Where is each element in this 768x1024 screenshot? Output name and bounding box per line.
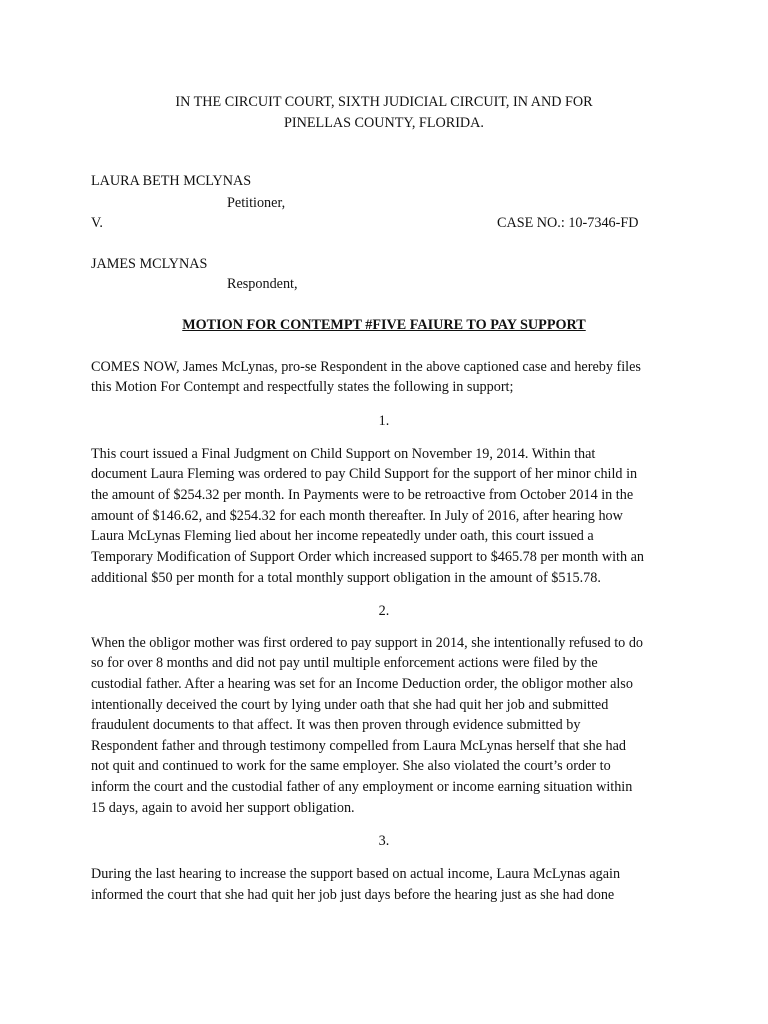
motion-title: MOTION FOR CONTEMPT #FIVE FAIURE TO PAY SUPPORT	[182, 317, 586, 333]
section-1-line: This court issued a Final Judgment on Child Support on November 19, 2014. Within that	[91, 446, 596, 462]
petitioner-name: LAURA BETH MCLYNAS	[91, 173, 252, 189]
section-2-line: not quit and continued to work for the same employer. She also violated the court’s order to	[91, 758, 611, 774]
section-2-line: fraudulent documents to that affect. It was then proven through evidence submitted by	[91, 717, 581, 733]
intro-line: this Motion For Contempt and respectfully states the following in support;	[91, 379, 514, 395]
section-number: 2.	[378, 603, 390, 619]
section-1-line: additional $50 per month for a total monthly support obligation in the amount of $515.78.	[91, 570, 601, 586]
section-2-line: Respondent father and through testimony compelled from Laura McLynas herself that she had	[91, 738, 627, 754]
case-number: CASE NO.: 10-7346-FD	[497, 215, 639, 231]
section-2-line: inform the court and the custodial father of any employment or income earning situation within	[91, 779, 633, 795]
section-2-line: 15 days, again to avoid her support obligation.	[91, 800, 355, 816]
section-1-line: document Laura Fleming was ordered to pay Child Support for the support of her minor child in	[91, 466, 638, 482]
section-2-line: intentionally deceived the court by lying under oath that she had quit her job and submitted	[91, 697, 609, 713]
court-header-line-2: PINELLAS COUNTY, FLORIDA.	[284, 115, 484, 131]
section-3-line: informed the court that she had quit her job just days before the hearing just as she had done	[91, 887, 615, 903]
versus: V.	[91, 215, 103, 231]
respondent-label: Respondent,	[227, 276, 298, 292]
respondent-name: JAMES MCLYNAS	[91, 256, 208, 272]
section-number: 1.	[378, 413, 390, 429]
court-header-line-1: IN THE CIRCUIT COURT, SIXTH JUDICIAL CIRCUIT, IN AND FOR	[175, 94, 593, 110]
intro-line: COMES NOW, James McLynas, pro-se Respondent in the above captioned case and hereby files	[91, 359, 641, 375]
section-2-line: custodial father. After a hearing was set for an Income Deduction order, the obligor mother also	[91, 676, 633, 692]
section-1-line: amount of $146.62, and $254.32 for each month thereafter. In July of 2016, after hearing how	[91, 508, 623, 524]
section-1-line: the amount of $254.32 per month. In Payments were to be retroactive from October 2014 in the	[91, 487, 634, 503]
section-2-line: so for over 8 months and did not pay until multiple enforcement actions were filed by the	[91, 655, 598, 671]
section-3-line: During the last hearing to increase the support based on actual income, Laura McLynas again	[91, 866, 621, 882]
section-1-line: Laura McLynas Fleming lied about her income repeatedly under oath, this court issued a	[91, 528, 594, 544]
petitioner-label: Petitioner,	[227, 195, 286, 211]
section-2-line: When the obligor mother was first ordered to pay support in 2014, she intentionally refused to do	[91, 635, 644, 651]
section-number: 3.	[378, 833, 390, 849]
section-1-line: Temporary Modification of Support Order which increased support to $465.78 per month with an	[91, 549, 644, 565]
